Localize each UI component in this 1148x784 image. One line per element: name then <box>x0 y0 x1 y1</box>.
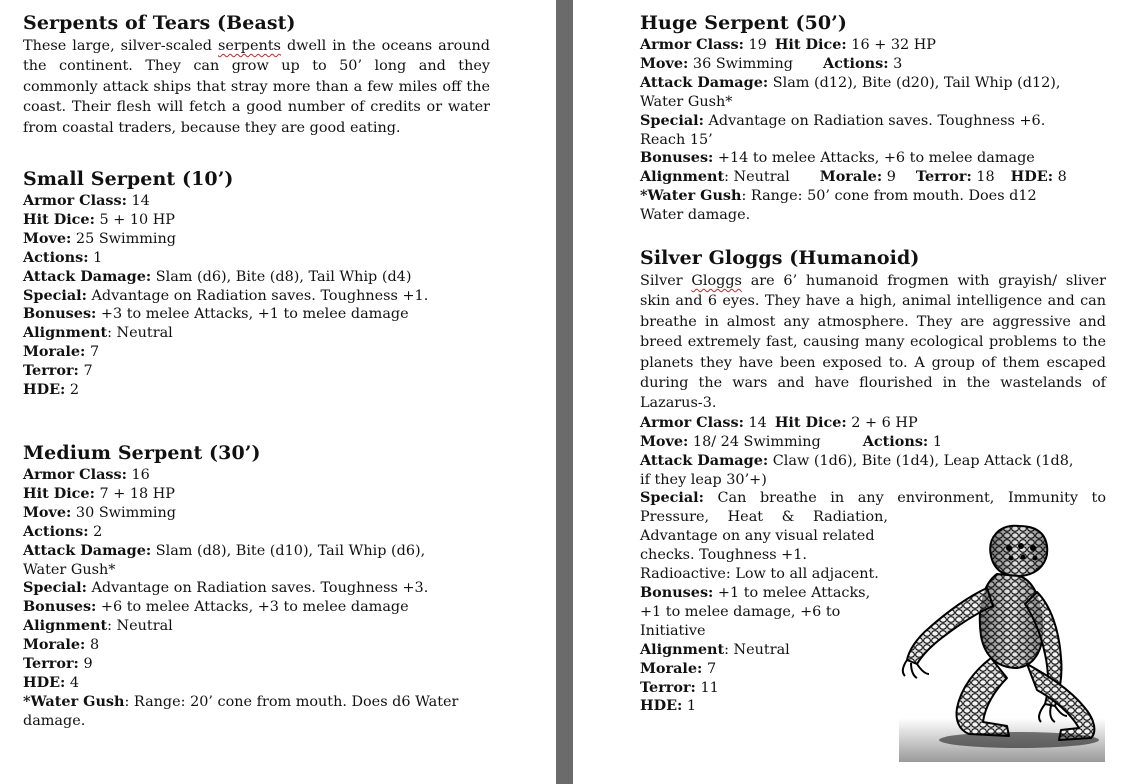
medium-serpent-statblock <box>23 440 490 731</box>
stat-attack-damage-cont: Water Gush* <box>640 93 733 110</box>
stat-armor-class: Armor Class: 14 <box>23 192 150 209</box>
statblock-heading: Silver Gloggs (Humanoid) <box>640 247 920 269</box>
left-page <box>0 0 556 784</box>
stat-move-actions: Move: 18/ 24 Swimming Actions: 1 <box>640 432 942 450</box>
stat-armor-class: Armor Class: 16 <box>23 466 150 483</box>
stat-move-actions: Move: 36 Swimming Actions: 3 <box>640 54 903 72</box>
stat-terror: Terror: 9 <box>23 655 93 673</box>
stat-attack-damage: Attack Damage: Slam (d12), Bite (d20), Tail Whip (d12), <box>640 73 1061 91</box>
stat-water-gush: *Water Gush: Range: 20’ cone from mouth. Does d6 Water <box>23 692 459 710</box>
serpents-description: These large, silver-scaled serpents dwell in the oceans around the continent. They can grow up to 50’ long and they commonly attack ships that stray more than a few miles off the coast. Their flesh will fetch a good number of credits or water from coastal traders, because they are good eating. <box>23 38 490 136</box>
stat-hde: HDE: 4 <box>23 673 80 691</box>
stat-alignment: Alignment: Neutral <box>23 324 173 342</box>
statblock-heading: Medium Serpent (30’) <box>23 442 261 464</box>
stat-morale: Morale: 7 <box>640 659 717 677</box>
stat-special: Special: Advantage on Radiation saves. Toughness +6. <box>640 111 1046 129</box>
stat-armor-hitdice: Armor Class: 19 Hit Dice: 16 + 32 HP <box>640 36 936 53</box>
stat-attack-damage: Attack Damage: Slam (d6), Bite (d8), Tail Whip (d4) <box>23 267 412 285</box>
misspelled-word: serpents <box>218 38 281 54</box>
stat-armor-hitdice: Armor Class: 14 Hit Dice: 2 + 6 HP <box>640 413 918 431</box>
stat-water-gush-cont: Water damage. <box>640 207 751 224</box>
stat-alignment: Alignment: Neutral <box>640 640 790 658</box>
stat-water-gush: *Water Gush: Range: 50’ cone from mouth. Does d12 <box>640 187 1037 205</box>
gloggs-description: Silver Gloggs are 6’ humanoid frogmen with grayish/ sliver skin and 6 eyes. They have a high, animal intelligence and can breathe in almost any atmosphere. They are aggressive and breed extremely fast, causing many ecological problems to the planets they have been exposed to. A group of them escaped during the wars and have flourished in the wastelands of Lazarus-3. <box>640 273 1106 412</box>
stat-actions: Actions: 2 <box>23 522 103 540</box>
stat-water-gush-cont: damage. <box>23 712 86 729</box>
stat-bonuses: Bonuses: +3 to melee Attacks, +1 to melee damage <box>23 305 409 323</box>
small-serpent-statblock <box>23 166 490 400</box>
stat-hde: HDE: 2 <box>23 381 80 399</box>
stat-alignment-morale-terror-hde: Alignment: Neutral Morale: 9 Terror: 18 HDE: 8 <box>640 168 1067 186</box>
statblock-heading: Huge Serpent (50’) <box>640 12 847 34</box>
stat-terror: Terror: 7 <box>23 362 93 380</box>
page-gutter <box>556 0 573 784</box>
stat-alignment: Alignment: Neutral <box>23 617 173 635</box>
stat-bonuses: Bonuses: +1 to melee Attacks, <box>640 584 871 601</box>
stat-bonuses-l2: +1 to melee damage, +6 to <box>640 603 841 620</box>
huge-serpent-statblock <box>640 10 1106 225</box>
statblock-heading: Small Serpent (10’) <box>23 168 234 190</box>
stat-hit-dice: Hit Dice: 5 + 10 HP <box>23 210 175 228</box>
stat-special-cont: Reach 15’ <box>640 131 713 148</box>
stat-morale: Morale: 8 <box>23 636 100 654</box>
stat-radioactive: Radioactive: Low to all adjacent. <box>640 566 879 583</box>
stat-morale: Morale: 7 <box>23 343 100 361</box>
serpents-intro-section <box>23 10 490 138</box>
stat-special-l2: Pressure, Heat & Radiation, <box>640 509 888 526</box>
right-page <box>573 0 1148 784</box>
stat-bonuses-l3: Initiative <box>640 622 706 639</box>
stat-bonuses: Bonuses: +6 to melee Attacks, +3 to melee damage <box>23 598 409 616</box>
silver-glogg-illustration <box>899 518 1105 762</box>
stat-special-l4: checks. Toughness +1. <box>640 547 807 564</box>
stat-special: Special: Advantage on Radiation saves. Toughness +1. <box>23 286 429 304</box>
section-heading: Serpents of Tears (Beast) <box>23 12 296 34</box>
stat-move: Move: 30 Swimming <box>23 503 176 521</box>
stat-attack-damage-cont: Water Gush* <box>23 561 116 578</box>
stat-move: Move: 25 Swimming <box>23 229 176 247</box>
stat-actions: Actions: 1 <box>23 248 103 266</box>
stat-hde: HDE: 1 <box>640 697 697 715</box>
stat-attack-damage: Attack Damage: Slam (d8), Bite (d10), Tail Whip (d6), <box>23 541 426 559</box>
stat-special: Special: Advantage on Radiation saves. Toughness +3. <box>23 579 429 597</box>
stat-bonuses: Bonuses: +14 to melee Attacks, +6 to melee damage <box>640 149 1035 167</box>
stat-attack-damage: Attack Damage: Claw (1d6), Bite (1d4), Leap Attack (1d8, <box>640 451 1074 469</box>
stat-attack-damage-cont: if they leap 30’+) <box>640 471 767 488</box>
stat-special-l3: Advantage on any visual related <box>640 528 875 545</box>
stat-hit-dice: Hit Dice: 7 + 18 HP <box>23 484 175 502</box>
misspelled-word: Gloggs <box>691 273 742 289</box>
stat-terror: Terror: 11 <box>640 678 719 696</box>
stat-special: Special: Can breathe in any environment, Immunity to <box>640 489 1106 507</box>
